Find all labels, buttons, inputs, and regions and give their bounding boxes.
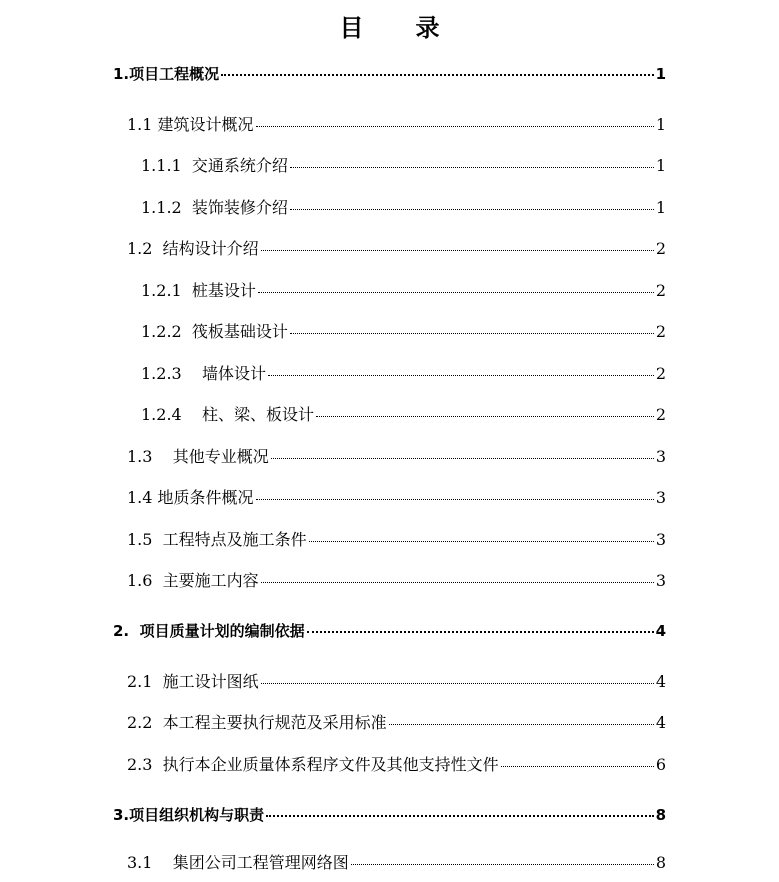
toc-entry[interactable] <box>127 851 666 875</box>
toc-entry[interactable] <box>127 486 666 510</box>
toc-entry-page: 3 <box>655 530 666 549</box>
toc-entry[interactable] <box>127 753 666 777</box>
dot-leader <box>290 333 654 334</box>
page-title <box>0 8 779 43</box>
dot-leader <box>290 209 654 210</box>
toc-entry[interactable] <box>127 237 666 261</box>
dot-leader <box>307 631 654 633</box>
dot-leader <box>258 292 654 293</box>
toc-entry-label: 2.1 施工设计图纸 <box>127 672 259 691</box>
toc-entry-label: 1.6 主要施工内容 <box>127 571 259 590</box>
toc-entry-label: 2.2 本工程主要执行规范及采用标准 <box>127 713 387 732</box>
dot-leader <box>290 167 654 168</box>
toc-entry-page: 6 <box>655 755 666 774</box>
toc-entry[interactable] <box>141 196 666 220</box>
toc-entry-label: 1.项目工程概况 <box>113 65 220 83</box>
toc-entry-label: 1.3 其他专业概况 <box>127 447 269 466</box>
toc-entry-page: 1 <box>655 65 666 83</box>
toc-entry-page: 4 <box>655 672 666 691</box>
toc-entry[interactable] <box>113 62 666 86</box>
toc-entry[interactable] <box>127 569 666 593</box>
toc-entry-label: 1.1.2 装饰装修介绍 <box>141 198 288 217</box>
title-char-2: 录 <box>415 13 440 42</box>
toc-entry-page: 8 <box>655 853 666 872</box>
toc-entry-label: 1.2.2 筏板基础设计 <box>141 322 288 341</box>
dot-leader <box>221 74 653 76</box>
dot-leader <box>309 541 654 542</box>
dot-leader <box>268 375 654 376</box>
toc-entry-page: 4 <box>655 713 666 732</box>
toc-entry[interactable] <box>141 320 666 344</box>
toc-entry-label: 1.2.3 墙体设计 <box>141 364 267 383</box>
dot-leader <box>389 724 654 725</box>
dot-leader <box>261 683 654 684</box>
dot-leader <box>501 766 654 767</box>
dot-leader <box>266 815 653 817</box>
toc-entry-page: 2 <box>655 364 666 383</box>
toc-entry-page: 1 <box>655 156 666 175</box>
title-char-1: 目 <box>339 13 364 42</box>
dot-leader <box>261 250 654 251</box>
toc-entry-label: 2. 项目质量计划的编制依据 <box>113 622 305 640</box>
toc-entry[interactable] <box>127 711 666 735</box>
toc-entry-page: 2 <box>655 281 666 300</box>
toc-entry-label: 3.1 集团公司工程管理网络图 <box>127 853 349 872</box>
dot-leader <box>316 416 654 417</box>
toc-entry-page: 4 <box>655 622 666 640</box>
toc-entry-page: 2 <box>655 239 666 258</box>
toc-entry-label: 2.3 执行本企业质量体系程序文件及其他支持性文件 <box>127 755 499 774</box>
toc-entry-page: 1 <box>655 198 666 217</box>
toc-entry[interactable] <box>127 445 666 469</box>
toc-entry[interactable] <box>127 113 666 137</box>
toc-entry-page: 3 <box>655 488 666 507</box>
toc-entry-label: 1.1.1 交通系统介绍 <box>141 156 288 175</box>
toc-entry-page: 1 <box>655 115 666 134</box>
toc-entry-page: 2 <box>655 322 666 341</box>
toc-entry[interactable] <box>141 279 666 303</box>
dot-leader <box>256 126 654 127</box>
toc-entry-page: 3 <box>655 447 666 466</box>
toc-entry-label: 1.2.4 柱、梁、板设计 <box>141 405 315 424</box>
toc-entry-page: 2 <box>655 405 666 424</box>
toc-entry-page: 3 <box>655 571 666 590</box>
toc-entry[interactable] <box>113 619 666 643</box>
toc-entry-label: 1.2 结构设计介绍 <box>127 239 259 258</box>
dot-leader <box>271 458 654 459</box>
toc-entry-label: 1.5 工程特点及施工条件 <box>127 530 307 549</box>
dot-leader <box>261 582 654 583</box>
toc-entry-label: 3.项目组织机构与职责 <box>113 806 265 824</box>
toc-entry[interactable] <box>127 528 666 552</box>
toc-entry[interactable] <box>127 670 666 694</box>
toc-entry[interactable] <box>141 362 666 386</box>
toc-entry-label: 1.2.1 桩基设计 <box>141 281 256 300</box>
dot-leader <box>256 499 654 500</box>
toc-entry-page: 8 <box>655 806 666 824</box>
toc-entry[interactable] <box>141 154 666 178</box>
toc-entry-label: 1.1 建筑设计概况 <box>127 115 254 134</box>
toc-entry-label: 1.4 地质条件概况 <box>127 488 254 507</box>
dot-leader <box>351 864 654 865</box>
toc-entry[interactable] <box>141 403 666 427</box>
toc-entry[interactable] <box>113 803 666 827</box>
